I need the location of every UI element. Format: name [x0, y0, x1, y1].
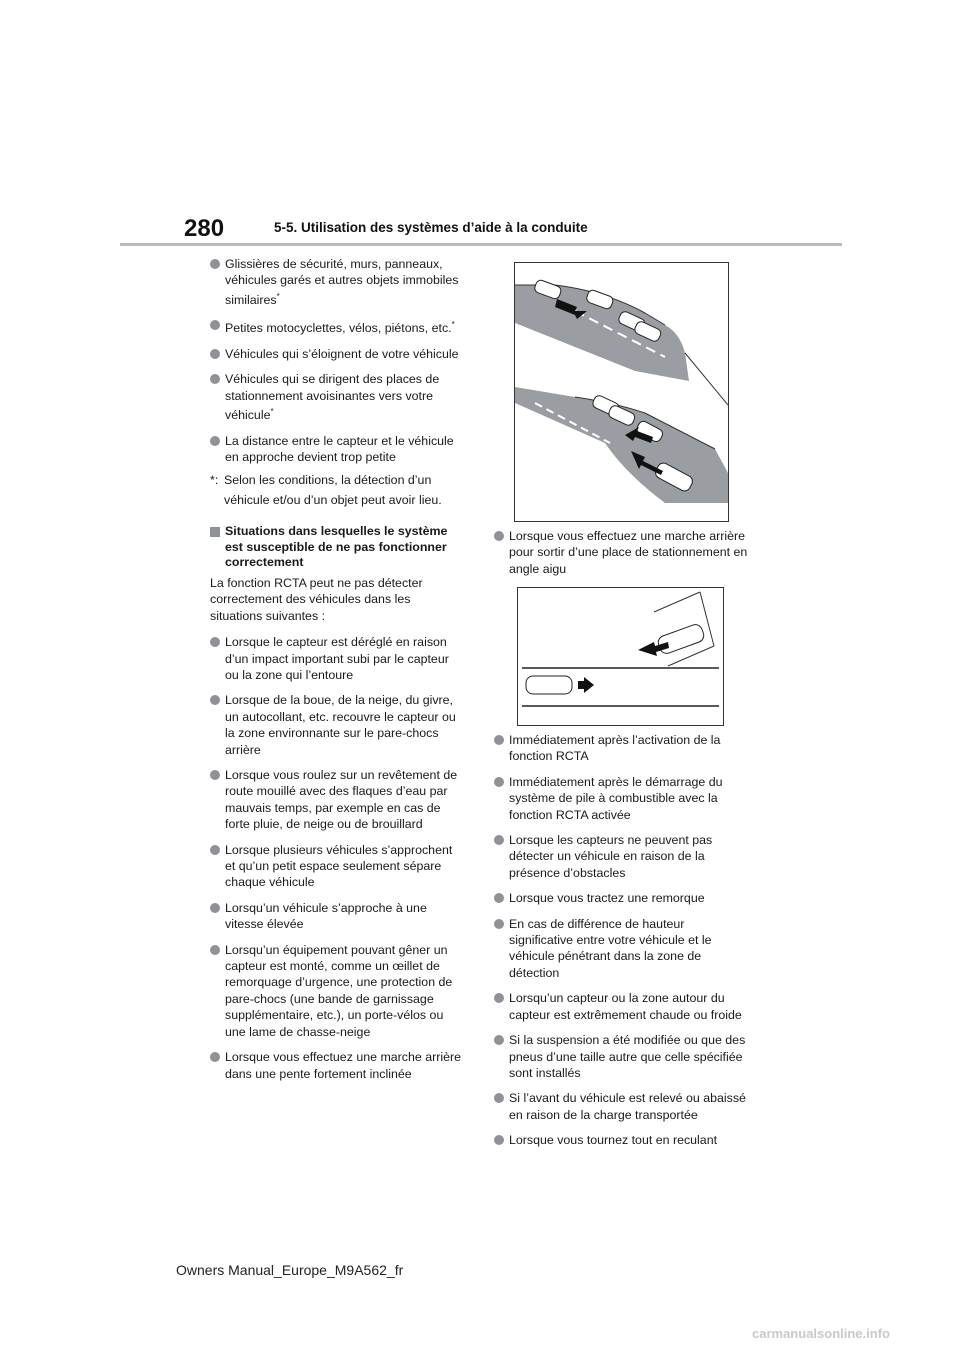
manual-id: Owners Manual_Europe_M9A562_fr [176, 1262, 404, 1278]
list-item: Immédiatement après l’activation de la fonction RCTA [494, 732, 750, 765]
list-item: Véhicules qui se dirigent des places de stationnement avoisinantes vers votre véhicule* [210, 371, 466, 423]
list-item: Lorsque vous roulez sur un revêtement de route mouillé avec des flaques d’eau par mauvais temps, par exemple en cas de forte pluie, de neige ou de brouillard [210, 767, 466, 833]
list-item: En cas de différence de hauteur significative entre votre véhicule et le véhicule pénétrant dans la zone de détection [494, 916, 750, 982]
watermark: carmanualsonline.info [752, 1326, 890, 1341]
bullet-icon [210, 845, 220, 855]
list-item: Lorsque vous tournez tout en reculant [494, 1132, 750, 1148]
bullet-icon [494, 919, 504, 929]
list-item: Petites motocyclettes, vélos, piétons, etc.* [210, 317, 466, 337]
list-item: Glissières de sécurité, murs, panneaux, véhicules garés et autres objets immobiles similaires* [210, 256, 466, 308]
bullet-icon [210, 349, 220, 359]
list-item: Si l’avant du véhicule est relevé ou abaissé en raison de la charge transportée [494, 1090, 750, 1123]
list-item: Lorsque de la boue, de la neige, du givre, un autocollant, etc. recouvre le capteur ou la zone environnante sur le pare-chocs arrière [210, 692, 466, 758]
bullet-icon [210, 1052, 220, 1062]
left-column [210, 256, 466, 1091]
section-title: 5-5. Utilisation des systèmes d’aide à la conduite [274, 220, 588, 235]
list-item: Lorsque vous effectuez une marche arrière pour sortir d’une place de stationnement en angle aigu [494, 528, 750, 577]
reversing-illustration [517, 587, 724, 726]
square-bullet-icon [210, 527, 220, 537]
bullet-icon [210, 637, 220, 647]
list-item: Lorsque plusieurs véhicules s’approchent et qu’un petit espace seulement sépare chaque véhicule [210, 842, 466, 891]
list-item: Lorsque vous tractez une remorque [494, 890, 750, 906]
list-item: Immédiatement après le démarrage du système de pile à combustible avec la fonction RCTA activée [494, 774, 750, 823]
bullet-icon [494, 1035, 504, 1045]
car-icon [526, 623, 706, 694]
bullet-icon [494, 893, 504, 903]
list-item: Si la suspension a été modifiée ou que des pneus d’une taille autre que celle spécifiée sont installés [494, 1032, 750, 1081]
intro-paragraph: La fonction RCTA peut ne pas détecter correctement des véhicules dans les situations suivantes : [210, 575, 423, 623]
footnote-mark: *: [210, 473, 219, 488]
bullet-icon [210, 945, 220, 955]
bullet-icon [210, 695, 220, 705]
list-item: Lorsqu’un capteur ou la zone autour du capteur est extrêmement chaude ou froide [494, 990, 750, 1023]
bullet-icon [494, 1093, 504, 1103]
bullet-icon [494, 777, 504, 787]
list-item: Lorsque le capteur est déréglé en raison d’un impact important subi par le capteur ou la zone qui l’entoure [210, 634, 466, 683]
list-item: Lorsque les capteurs ne peuvent pas détecter un véhicule en raison de la présence d’obstacles [494, 832, 750, 881]
bullet-icon [210, 436, 220, 446]
list-item: Lorsque vous effectuez une marche arrière dans une pente fortement inclinée [210, 1049, 466, 1082]
bullet-icon [210, 770, 220, 780]
list-item: Lorsqu’un véhicule s’approche à une vitesse élevée [210, 900, 466, 933]
bullet-icon [494, 531, 504, 541]
header-rule [120, 243, 842, 246]
right-column-caption [494, 528, 750, 586]
list-item: La distance entre le capteur et le véhicule en approche devient trop petite [210, 433, 466, 466]
list-item: Lorsqu’un équipement pouvant gêner un capteur est monté, comme un œillet de remorquage d’urgence, une protection de pare-chocs (une bande de garnissage supplémentaire, etc.), un porte-vélos ou une lame de chasse-neige [210, 942, 466, 1040]
list-item: Véhicules qui s’éloignent de votre véhicule [210, 346, 466, 362]
bullet-icon [494, 735, 504, 745]
bullet-icon [494, 1135, 504, 1145]
bullet-icon [210, 374, 220, 384]
right-column-list [494, 732, 750, 1158]
bullet-icon [494, 993, 504, 1003]
bullet-icon [210, 903, 220, 913]
angled-parking-illustration [514, 262, 729, 522]
page-number: 280 [184, 215, 225, 242]
footnote: *: Selon les conditions, la détection d’un véhicule et/ou d’un objet peut avoir lieu. [210, 470, 466, 510]
bullet-icon [210, 259, 220, 269]
subsection-heading: Situations dans lesquelles le système est susceptible de ne pas fonctionner correctement [210, 524, 466, 571]
bullet-icon [210, 320, 220, 330]
bullet-icon [494, 835, 504, 845]
